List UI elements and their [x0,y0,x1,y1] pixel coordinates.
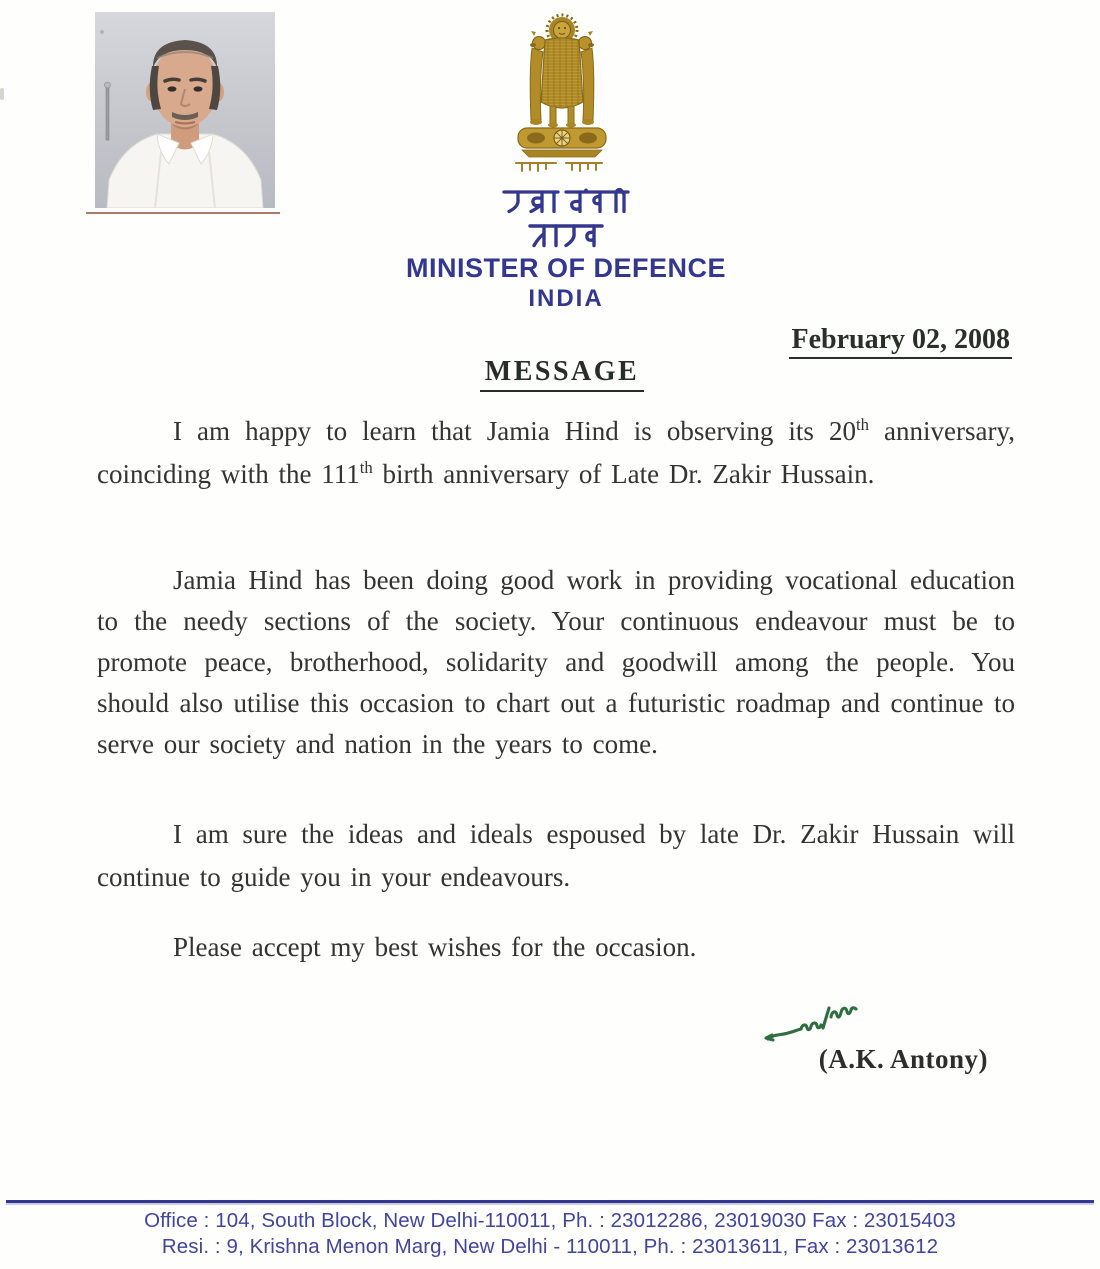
paragraph-2: Jamia Hind has been doing good work in providing vocational education to the needy sections of the society. Your continuous endeavour must be to promote peace, brotherhood, solidarity and goodwill among the people. You should also utilise this occasion to chart out a futuristic roadmap and continue to serve our society and nation in the years to come. [97,565,1015,759]
hindi-title-raksha-mantri [502,188,630,216]
paragraph-1-text: birth anniversary of Late Dr. Zakir Hussain. [372,459,875,489]
ordinal-suffix: th [855,415,869,434]
paragraph-1-text: I am happy to learn that Jamia Hind is observing its 20 [173,416,856,446]
letter-date: February 02, 2008 [789,324,1012,359]
minister-portrait-photo [95,12,275,208]
message-heading: MESSAGE [480,356,644,392]
paragraph-1-text: anniversary, coinciding with the 111 [97,416,1015,489]
india-title: INDIA [528,285,604,312]
paragraph-4: Please accept my best wishes for the occasion. [173,932,697,962]
satyameva-jayate-motto [516,163,602,171]
signatory-name: (A.K. Antony) [818,1044,988,1074]
message-heading-row [12,356,1100,392]
scan-speck [0,88,4,100]
footer-divider [6,1200,1094,1203]
footer-office-address: Office : 104, South Block, New Delhi-110011, Ph. : 23012286, 23019030 Fax : 23015403 [144,1209,956,1232]
india-state-emblem [498,12,626,172]
photo-underline [86,212,280,214]
footer-residence-address: Resi. : 9, Krishna Menon Marg, New Delhi - 110011, Ph. : 23013611, Fax : 23013612 [161,1235,939,1258]
paragraph-3: I am sure the ideas and ideals espoused by late Dr. Zakir Hussain will continue to guide you in your endeavours. [97,819,1015,892]
ordinal-suffix: th [359,458,373,477]
signature-scribble [764,998,868,1044]
minister-of-defence-title: MINISTER OF DEFENCE [405,253,726,283]
hindi-title-bharat [528,222,604,250]
paragraph-1 [97,410,1015,496]
